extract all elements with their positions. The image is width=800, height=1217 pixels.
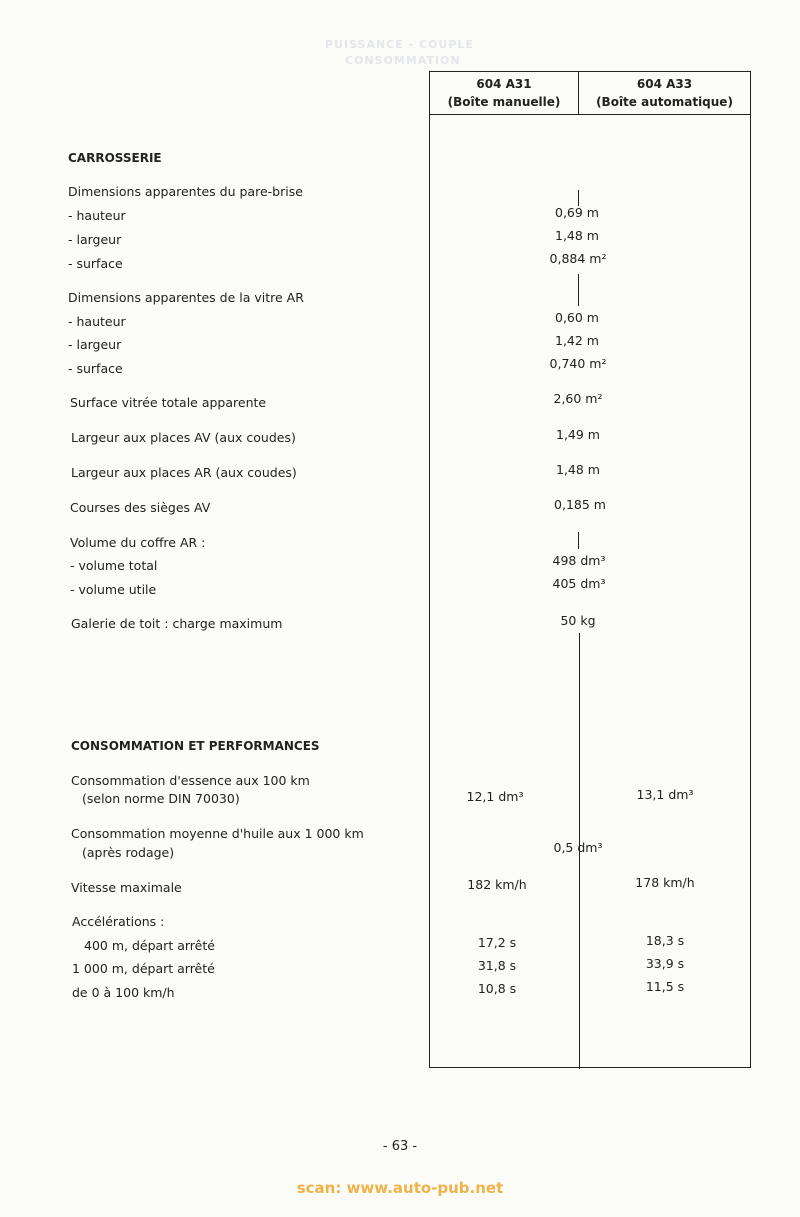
label-accelerations: Accélérations : (72, 914, 165, 929)
value-va-surface: 0,740 m² (549, 356, 607, 371)
label-pare-brise: Dimensions apparentes du pare-brise (68, 184, 303, 199)
header-sub-a33: (Boîte automatique) (596, 95, 733, 109)
label-huile-line2: (après rodage) (82, 845, 175, 860)
value-largeur-ar: 1,48 m (556, 462, 600, 477)
value-coffre-utile: 405 dm³ (552, 576, 606, 591)
label-galerie: Galerie de toit : charge maximum (71, 616, 283, 631)
scan-watermark: scan: www.auto-pub.net (296, 1179, 504, 1197)
label-coffre-total: - volume total (70, 558, 158, 573)
value-coffre-total: 498 dm³ (552, 553, 606, 568)
label-va-hauteur: - hauteur (68, 314, 126, 329)
table-border-left (429, 71, 430, 1068)
value-accel-0-100-a31: 10,8 s (477, 981, 517, 996)
label-accel-400: 400 m, départ arrêté (84, 938, 215, 953)
label-largeur-av: Largeur aux places AV (aux coudes) (71, 430, 296, 445)
label-vitesse: Vitesse maximale (71, 880, 182, 895)
label-pb-largeur: - largeur (68, 232, 122, 247)
shared-value-marker (578, 190, 579, 206)
label-largeur-ar: Largeur aux places AR (aux coudes) (71, 465, 297, 480)
header-sub-a31: (Boîte manuelle) (447, 95, 561, 109)
shared-value-marker (578, 532, 579, 549)
value-pb-hauteur: 0,69 m (555, 205, 599, 220)
label-pb-surface: - surface (68, 256, 123, 271)
value-vitesse-a33: 178 km/h (635, 875, 695, 890)
value-largeur-av: 1,49 m (556, 427, 600, 442)
header-model-a33: 604 A33 (636, 77, 693, 91)
value-va-hauteur: 0,60 m (555, 310, 599, 325)
shared-value-marker (578, 274, 579, 306)
value-accel-0-100-a33: 11,5 s (645, 979, 685, 994)
column-header-a33 (579, 77, 750, 109)
value-va-largeur: 1,42 m (555, 333, 599, 348)
label-huile-line1: Consommation moyenne d'huile aux 1 000 km (71, 826, 364, 841)
label-vitre-ar: Dimensions apparentes de la vitre AR (68, 290, 304, 305)
label-pb-hauteur: - hauteur (68, 208, 126, 223)
show-through-text: PUISSANCE - COUPLE (325, 38, 474, 51)
show-through-text: CONSOMMATION (345, 54, 461, 67)
value-vitesse-a31: 182 km/h (467, 877, 527, 892)
table-border-bottom (429, 1067, 751, 1068)
value-essence-a31: 12,1 dm³ (466, 789, 524, 804)
value-essence-a33: 13,1 dm³ (636, 787, 694, 802)
label-essence-line2: (selon norme DIN 70030) (82, 791, 240, 806)
table-border-right (750, 71, 751, 1068)
label-va-largeur: - largeur (68, 337, 122, 352)
label-va-surface: - surface (68, 361, 123, 376)
value-surface-vitree: 2,60 m² (553, 391, 603, 406)
label-coffre-utile: - volume utile (70, 582, 157, 597)
section-title-consommation: CONSOMMATION ET PERFORMANCES (71, 739, 320, 753)
value-galerie: 50 kg (560, 613, 596, 628)
value-accel-400-a31: 17,2 s (477, 935, 517, 950)
value-accel-400-a33: 18,3 s (645, 933, 685, 948)
page-number: - 63 - (382, 1139, 418, 1154)
label-courses: Courses des sièges AV (70, 500, 211, 515)
table-border-top (429, 71, 751, 72)
label-coffre: Volume du coffre AR : (70, 535, 206, 550)
table-header-divider (429, 114, 751, 115)
value-courses: 0,185 m (554, 497, 606, 512)
column-header-a31 (430, 77, 578, 109)
label-accel-1000: 1 000 m, départ arrêté (72, 961, 215, 976)
label-accel-0-100: de 0 à 100 km/h (72, 985, 175, 1000)
label-surface-vitree: Surface vitrée totale apparente (70, 395, 267, 410)
value-pb-surface: 0,884 m² (549, 251, 607, 266)
value-accel-1000-a33: 33,9 s (645, 956, 685, 971)
header-model-a31: 604 A31 (476, 77, 532, 91)
section-title-carrosserie: CARROSSERIE (68, 151, 162, 165)
label-essence-line1: Consommation d'essence aux 100 km (71, 773, 310, 788)
value-accel-1000-a31: 31,8 s (477, 958, 517, 973)
value-pb-largeur: 1,48 m (555, 228, 599, 243)
value-huile: 0,5 dm³ (553, 840, 603, 855)
